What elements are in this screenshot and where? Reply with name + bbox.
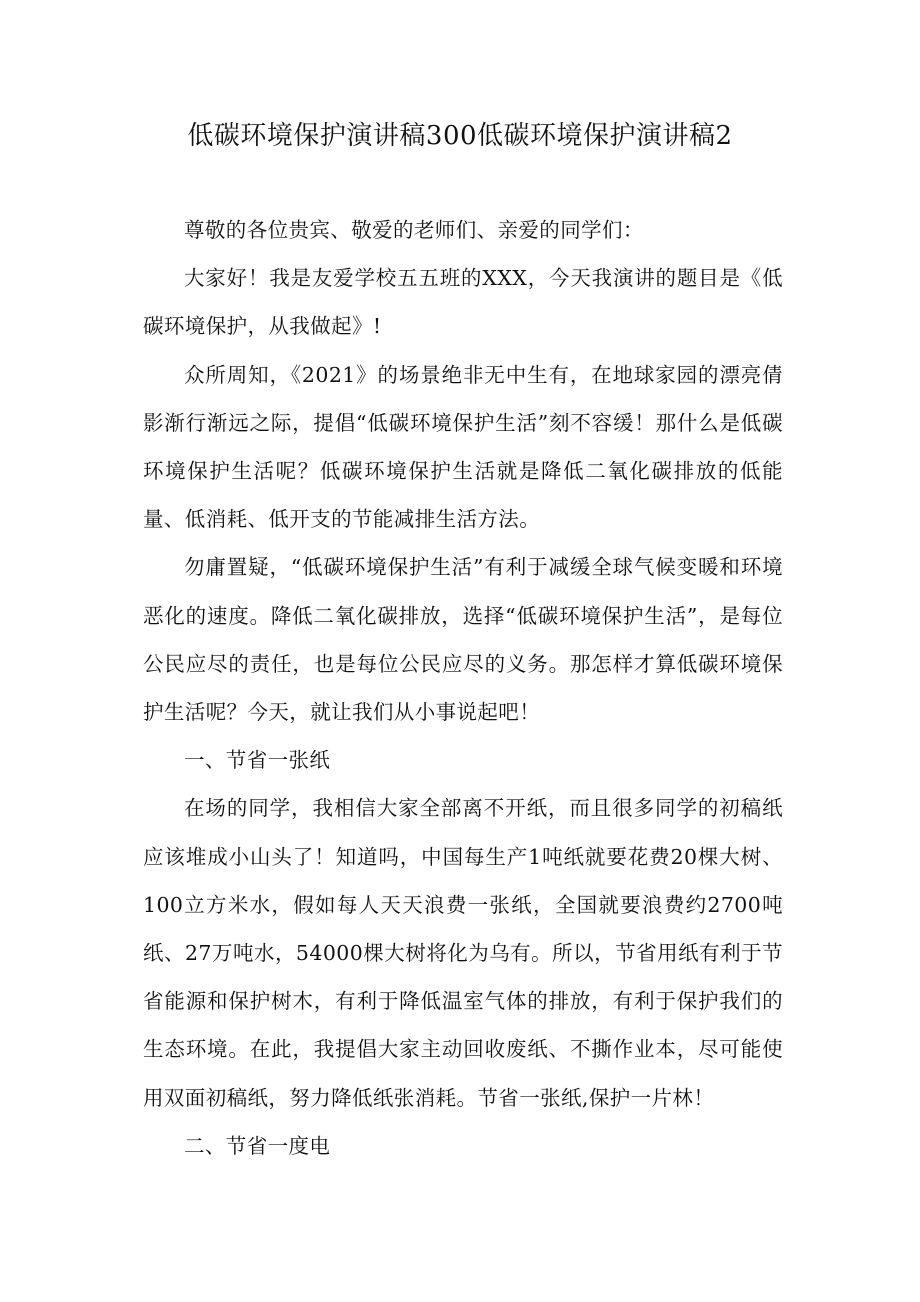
document-body <box>143 206 783 1170</box>
paragraph-introduction: 众所周知，《2021》的场景绝非无中生有，在地球家园的漂亮倩影渐行渐远之际，提倡“低碳环境保护生活”刻不容缓！那什么是低碳环境保护生活呢？低碳环境保护生活就是降低二氧化碳排放的低能量、低消耗、低开支的节能减排生活方法。 <box>143 362 783 532</box>
section-heading-save-electricity: 二、节省一度电 <box>184 1133 331 1158</box>
paragraph-argument: 勿庸置疑，“低碳环境保护生活”有利于减缓全球气候变暖和环境恶化的速度。降低二氧化碳排放，选择“低碳环境保护生活”，是每位公民应尽的责任，也是每位公民应尽的义务。那怎样才算低碳环境保护生活呢？今天，就让我们从小事说起吧！ <box>143 555 783 725</box>
document-title: 低碳环境保护演讲稿300低碳环境保护演讲稿2 <box>187 121 733 151</box>
section-heading-save-paper: 一、节省一张纸 <box>184 748 331 773</box>
paragraph-greeting: 大家好！我是友爱学校五五班的XXX，今天我演讲的题目是《低碳环境保护，从我做起》! <box>143 266 783 339</box>
paragraph-salutation: 尊敬的各位贵宾、敬爱的老师们、亲爱的同学们： <box>184 218 644 242</box>
paragraph-save-paper: 在场的同学，我相信大家全部离不开纸，而且很多同学的初稿纸应该堆成小山头了！知道吗，中国每生产1吨纸就要花费20棵大树、100立方米水，假如每人天天浪费一张纸，全国就要浪费约2700吨纸、27万吨水，54000棵大树将化为乌有。所以，节省用纸有利于节省能源和保护树木，有利于降低温室气体的排放，有利于保护我们的生态环境。在此，我提倡大家主动回收废纸、不撕作业本，尽可能使用双面初稿纸，努力降低纸张消耗。节省一张纸,保护一片林！ <box>143 796 783 1110</box>
